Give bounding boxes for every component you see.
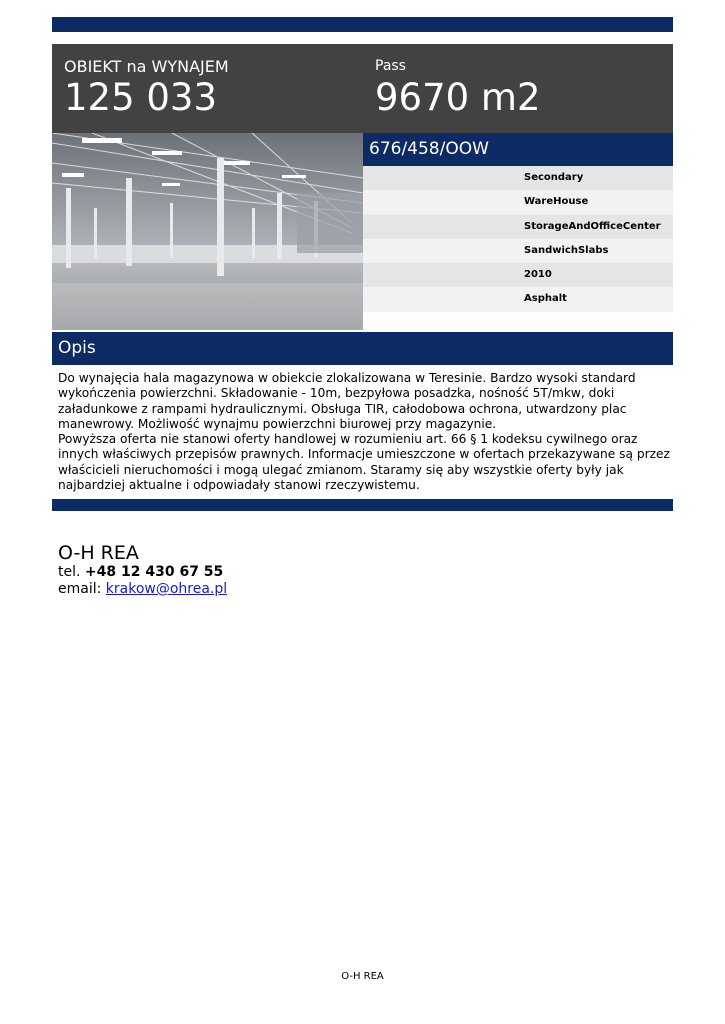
attribute-row: WareHouse: [363, 190, 673, 214]
warehouse-photo: [52, 133, 363, 330]
top-accent-bar: [52, 17, 673, 32]
attribute-row: Secondary: [363, 166, 673, 190]
area-value: 9670 m2: [375, 76, 541, 119]
attribute-row: SandwichSlabs: [363, 239, 673, 263]
listing-code: 676/458/OOW: [363, 133, 673, 166]
page-footer: O-H REA: [341, 971, 384, 982]
offer-type-label: OBIEKT na WYNAJEM: [64, 57, 229, 76]
email-label: email:: [58, 581, 102, 597]
description-paragraph: Do wynajęcia hala magazynowa w obiekcie zlokalizowana w Teresinie. Bardzo wysoki standard wykończenia powierzchni. Składowanie - 10m, bezpyłowa posadzka, nośność 5T/mkw, doki załadunkowe z rampami hydraulicznymi. Obsługa TIR, całodobowa ochrona, utwardzony plac manewrowy. Możliwość wynajmu powierzchni biurowej przy magazynie.: [58, 371, 636, 431]
offer-header: [52, 44, 673, 133]
disclaimer-paragraph: Powyższa oferta nie stanowi oferty handlowej w rozumieniu art. 66 § 1 kodeksu cywilnego oraz innych właściwych przepisów prawnych. Informacje umieszczone w ofertach przekazywane są przez właścicieli nieruchomości i mogą ulegać zmianom. Staramy się aby wszystkie oferty były jak najbardziej aktualne i odpowiadały stanowi rzeczywistemu.: [58, 432, 670, 493]
area-block: [375, 44, 541, 119]
description-text: [58, 371, 670, 493]
area-label: Pass: [375, 58, 406, 74]
description-heading: Opis: [52, 332, 673, 365]
email-line: [58, 581, 227, 598]
phone-line: [58, 564, 227, 581]
email-link[interactable]: krakow@ohrea.pl: [105, 581, 228, 597]
attributes-table: [363, 166, 673, 312]
price-block: [64, 44, 229, 119]
attribute-row: 2010: [363, 263, 673, 287]
price-value: 125 033: [64, 76, 218, 119]
phone-label: tel.: [58, 564, 81, 580]
bottom-accent-bar: [52, 499, 673, 511]
attribute-row: StorageAndOfficeCenter: [363, 215, 673, 239]
phone-number[interactable]: +48 12 430 67 55: [84, 564, 224, 580]
attribute-row: Asphalt: [363, 287, 673, 311]
company-name: O-H REA: [58, 542, 139, 564]
contact-block: [58, 542, 227, 598]
